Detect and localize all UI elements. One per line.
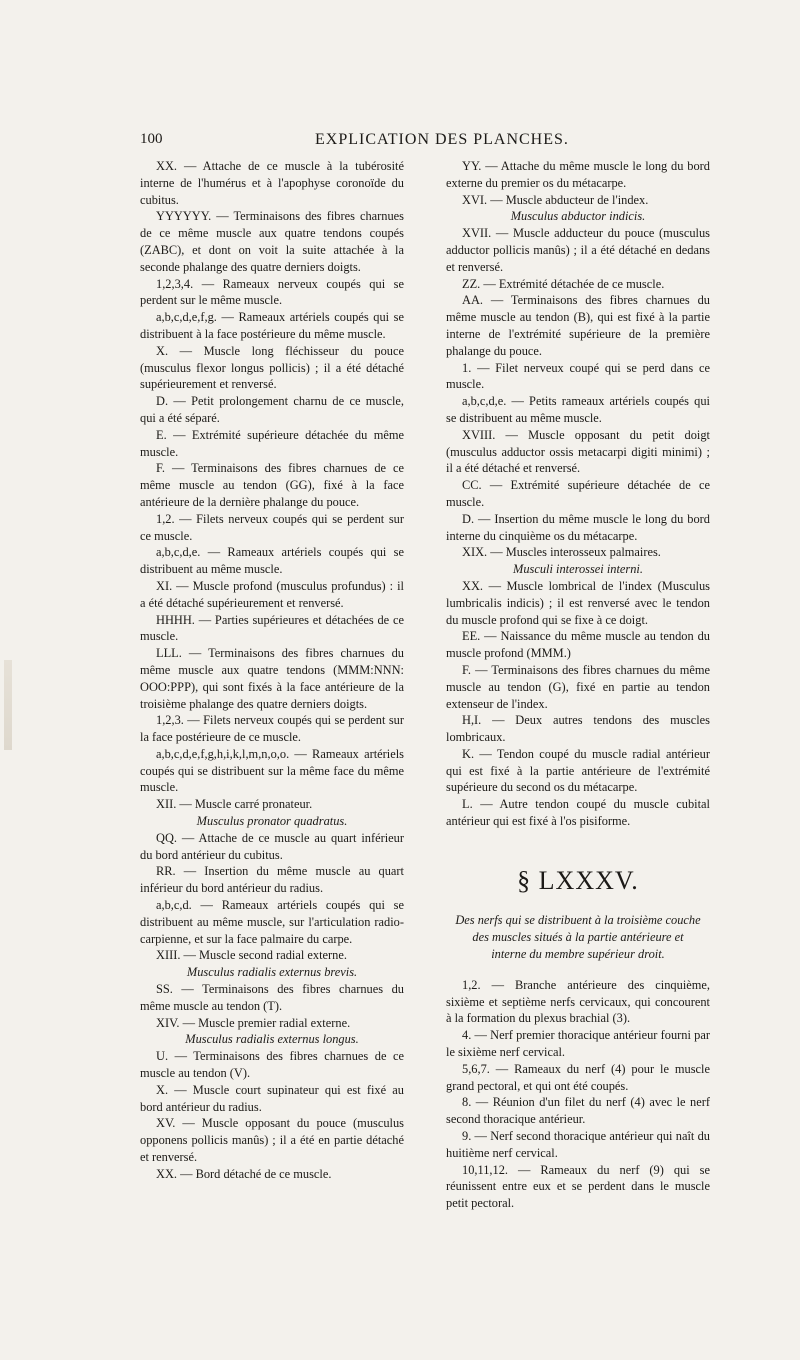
legend-entry: F. — Terminaisons des fibres charnues du même muscle au tendon (G), fixé en partie au tendon extenseur de l'index. [446,662,710,711]
latin-name: Musculi interossei interni. [513,562,643,577]
section-heading: § LXXXV. [517,865,639,895]
legend-entry: D. — Insertion du même muscle le long du bord interne du cinquième os du métacarpe. [446,511,710,543]
library-stamp-mark [4,660,12,750]
right-column [446,158,710,1212]
legend-entry: XIV. — Muscle premier radial externe. [156,1015,351,1030]
legend-entry: XIX. — Muscles interosseux palmaires. [462,545,661,560]
latin-name: Musculus radialis externus longus. [185,1032,359,1047]
right-column-entries [446,158,710,830]
page-number: 100 [140,131,163,147]
legend-entry: XVI. — Muscle abducteur de l'index. [462,192,649,207]
legend-entry: 5,6,7. — Rameaux du nerf (4) pour le muscle grand pectoral, et qui ont été coupés. [446,1061,710,1093]
legend-entry: U. — Terminaisons des fibres charnues de ce muscle au tendon (V). [140,1049,404,1081]
legend-entry: XII. — Muscle carré pronateur. [156,797,313,812]
page-header [140,131,710,151]
legend-entry: a,b,c,d,e,f,g,h,i,k,l,m,n,o,o. — Rameaux artériels coupés qui se distribuent sur la même face du même muscle. [140,746,404,795]
legend-entry: AA. — Terminaisons des fibres charnues du même muscle au tendon (B), qui est fixé à la partie interne de l'extrémité supérieure de la première phalange du pouce. [446,293,710,358]
legend-entry: 1,2,3. — Filets nerveux coupés qui se perdent sur la face postérieure de ce muscle. [140,713,404,745]
legend-entry: XVII. — Muscle adducteur du pouce (musculus adductor pollicis manûs) ; il a été détaché en dedans et renversé. [446,226,710,274]
legend-entry: XV. — Muscle opposant du pouce (musculus opponens pollicis manûs) ; il a été en partie détaché et renversé. [140,1116,404,1165]
legend-entry: 1,2,3,4. — Rameaux nerveux coupés qui se perdent sur le même muscle. [140,276,404,308]
legend-entry: D. — Petit prolongement charnu de ce muscle, qui a été séparé. [140,394,404,425]
legend-entry: XVIII. — Muscle opposant du petit doigt (musculus adductor ossis metacarpi digiti minimi) ; il a été détaché et renversé. [446,427,710,476]
legend-entry: SS. — Terminaisons des fibres charnues du même muscle au tendon (T). [140,982,404,1013]
legend-entry: XIII. — Muscle second radial externe. [156,948,347,963]
legend-entry: L. — Autre tendon coupé du muscle cubital antérieur qui est fixé à l'os pisiforme. [446,797,710,829]
left-column [140,158,404,1183]
legend-entry: YYYYYY. — Terminaisons des fibres charnues de ce même muscle aux quatre tendons coupés (ZABC), et dont on voit la suite attachée à la seconde phalange des quatre derniers doigts. [140,209,404,274]
legend-entry: LLL. — Terminaisons des fibres charnues du même muscle aux quatre tendons (MMM:NNN: OOO:PPP), qui sont fixés à la face antérieure de la troisième phalange des quatre derniers doigts. [140,646,404,711]
latin-name: Musculus abductor indicis. [510,209,646,224]
legend-entry: ZZ. — Extrémité détachée de ce muscle. [462,276,665,291]
legend-entry: 10,11,12. — Rameaux du nerf (9) qui se réunissent entre eux et se perdent dans le muscle petit pectoral. [446,1162,710,1211]
legend-entry: H,I. — Deux autres tendons des muscles lombricaux. [446,713,710,745]
legend-entry: a,b,c,d,e. — Petits rameaux artériels coupés qui se distribuent au même muscle. [446,394,710,425]
legend-entry: E. — Extrémité supérieure détachée du même muscle. [140,427,404,459]
legend-entry: 9. — Nerf second thoracique antérieur qui naît du huitième nerf cervical. [446,1129,710,1160]
legend-entry: 1,2. — Branche antérieure des cinquième, sixième et septième nerfs cervicaux, qui concourent à la formation du plexus brachial (3). [446,977,710,1026]
legend-entry: CC. — Extrémité supérieure détachée de ce muscle. [446,478,710,509]
legend-entry: a,b,c,d,e,f,g. — Rameaux artériels coupés qui se distribuent à la face postérieure du même muscle. [140,310,404,341]
legend-entry: QQ. — Attache de ce muscle au quart inférieur du bord antérieur du cubitus. [140,830,404,862]
section-entries [446,977,710,1212]
legend-entry: 1,2. — Filets nerveux coupés qui se perdent sur ce muscle. [140,511,404,543]
legend-entry: YY. — Attache du même muscle le long du bord externe du premier os du métacarpe. [446,159,710,190]
legend-entry: XI. — Muscle profond (musculus profundus) : il a été détaché supérieurement et renversé. [140,578,404,610]
legend-entry: HHHH. — Parties supérieures et détachées de ce muscle. [140,612,404,644]
legend-entry: a,b,c,d. — Rameaux artériels coupés qui se distribuent au même muscle, sur l'articulation radio-carpienne, et sur la face palmaire du carpe. [140,898,404,946]
legend-entry: K. — Tendon coupé du muscle radial antérieur qui est fixé à la partie antérieure de l'extrémité supérieure du second os du métacarpe. [446,746,710,795]
latin-name: Musculus radialis externus brevis. [186,965,358,980]
legend-entry: F. — Terminaisons des fibres charnues de ce même muscle au tendon (GG), fixé à la face antérieure de la dernière phalange du pouce. [140,461,404,509]
legend-entry: 1. — Filet nerveux coupé qui se perd dans ce muscle. [446,360,710,392]
legend-entry: 4. — Nerf premier thoracique antérieur fourni par le sixième nerf cervical. [446,1028,710,1060]
legend-entry: X. — Muscle long fléchisseur du pouce (musculus flexor longus pollicis) ; il a été détaché supérieurement et renversé. [140,343,404,392]
legend-entry: EE. — Naissance du même muscle au tendon du muscle profond (MMM.) [446,629,710,661]
legend-entry: 8. — Réunion d'un filet du nerf (4) avec le nerf second thoracique antérieur. [446,1095,710,1127]
section-caption: Des nerfs qui se distribuent à la troisième couche des muscles situés à la partie antérieure et interne du membre supérieur droit. [455,912,701,961]
legend-entry: RR. — Insertion du même muscle au quart inférieur du bord antérieur du radius. [140,864,404,896]
running-title: EXPLICATION DES PLANCHES. [315,131,569,148]
legend-entry: a,b,c,d,e. — Rameaux artériels coupés qui se distribuent au même muscle. [140,545,404,577]
legend-entry: XX. — Bord détaché de ce muscle. [156,1166,332,1181]
legend-entry: XX. — Muscle lombrical de l'index (Musculus lumbricalis indicis) ; il est renversé avec le tendon du muscle profond qui se fixe à ce doigt. [446,578,710,627]
legend-entry: X. — Muscle court supinateur qui est fixé au bord antérieur du radius. [140,1082,404,1114]
latin-name: Musculus pronator quadratus. [196,814,348,829]
legend-entry: XX. — Attache de ce muscle à la tubérosité interne de l'humérus et à l'apophyse coronoïde du cubitus. [140,159,404,207]
